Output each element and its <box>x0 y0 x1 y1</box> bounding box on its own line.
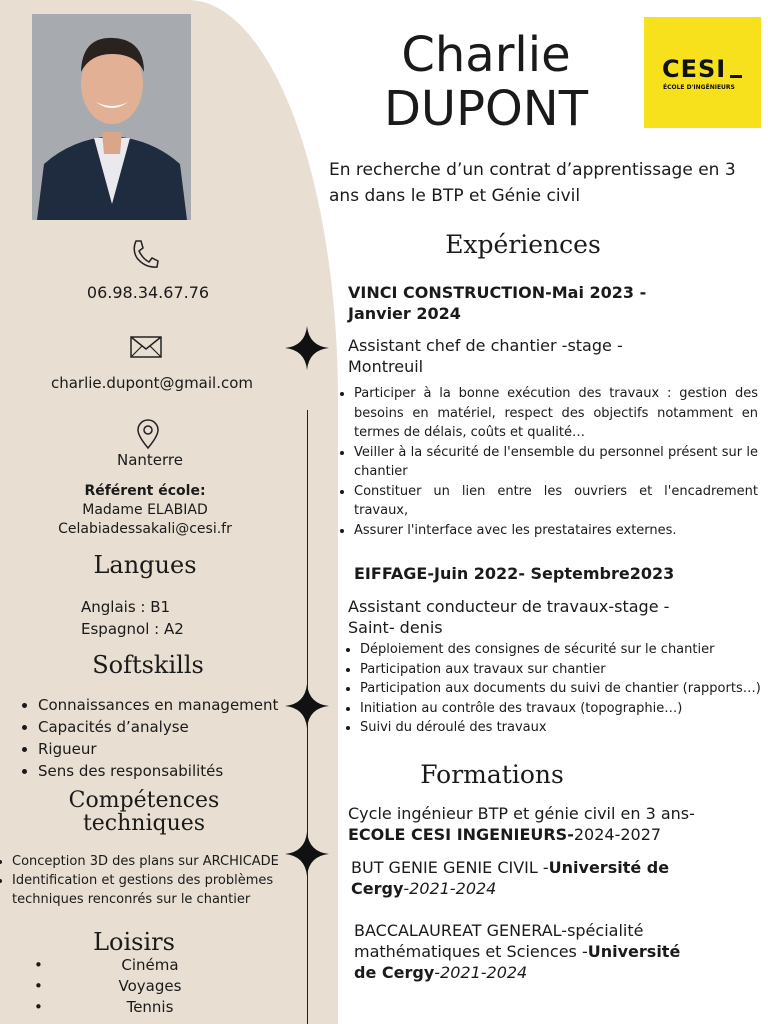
softskill-item: • Rigueur <box>38 738 323 760</box>
task-item: • Déploiement des consignes de sécurité sur le chantier <box>360 640 764 660</box>
portrait-illustration <box>32 14 191 220</box>
formation-item: BACCALAUREAT GENERAL-spécialité mathématiques et Sciences -Université de Cergy-2021-2024 <box>354 921 681 982</box>
task-item: • Constituer un lien entre les ouvriers et l'encadrement travaux, <box>354 482 758 521</box>
competences-title-line1: Compétences <box>68 788 220 813</box>
language-item: Espagnol : A2 <box>81 620 184 638</box>
task-item: • Suivi du déroulé des travaux <box>360 718 764 738</box>
softskill-item: • Connaissances en management <box>38 694 323 716</box>
competences-title <box>0 789 288 835</box>
city: Nanterre <box>117 451 183 469</box>
job-tasks-list <box>342 640 764 738</box>
first-name: Charlie <box>401 27 571 83</box>
profile-photo <box>32 14 191 220</box>
mail-icon <box>130 336 162 358</box>
task-item: • Veiller à la sécurité de l'ensemble du personnel présent sur le chantier <box>354 443 758 482</box>
referent-label: Référent école: <box>84 483 206 499</box>
job-company: EIFFAGE-Juin 2022- Septembre2023 <box>354 564 675 583</box>
objective-text: En recherche d’un contrat d’apprentissage en 3 ans dans le BTP et Génie civil <box>329 160 736 206</box>
cesi-logo <box>644 17 761 128</box>
loisirs-title: Loisirs <box>93 928 175 956</box>
logo-underscore <box>730 75 742 78</box>
language-item: Anglais : B1 <box>81 598 171 616</box>
softskills-title: Softskills <box>92 651 204 679</box>
job-role: Assistant conducteur de travaux-stage - Saint- denis <box>348 597 670 637</box>
task-item: • Participer à la bonne exécution des travaux : gestion des besoins en matériel, respect des objectifs notamment en termes de délais, coûts et qualité… <box>354 384 758 443</box>
task-item: • Participation aux travaux sur chantier <box>360 660 764 680</box>
sparkle-star-icon <box>285 832 329 876</box>
formation-item: BUT GENIE GENIE CIVIL -Université de Cergy-2021-2024 <box>351 858 670 898</box>
loisirs-list <box>30 955 270 1018</box>
sparkle-star-icon <box>285 326 329 370</box>
task-item: • Initiation au contrôle des travaux (topographie…) <box>360 699 764 719</box>
name-block <box>358 28 614 136</box>
competences-list <box>0 852 317 909</box>
job-company: VINCI CONSTRUCTION-Mai 2023 - Janvier 2024 <box>348 283 647 323</box>
formation-item: Cycle ingénieur BTP et génie civil en 3 ans- ECOLE CESI INGENIEURS-2024-2027 <box>348 804 695 844</box>
softskills-list <box>20 694 323 782</box>
phone-icon <box>130 238 160 270</box>
formations-title: Formations <box>420 760 564 789</box>
softskill-item: • Capacités d’analyse <box>38 716 323 738</box>
location-pin-icon <box>136 419 160 449</box>
task-item: • Participation aux documents du suivi de chantier (rapports…) <box>360 679 764 699</box>
referent-email: Celabiadessakali@cesi.fr <box>58 521 232 537</box>
school-referent <box>0 482 290 539</box>
last-name: DUPONT <box>383 81 589 137</box>
loisir-item: • Voyages <box>34 977 182 995</box>
loisir-item: • Cinéma <box>34 956 179 974</box>
phone-number: 06.98.34.67.76 <box>86 283 210 302</box>
loisir-item: • Tennis <box>34 998 174 1016</box>
competences-title-line2: techniques <box>82 811 206 836</box>
referent-name: Madame ELABIAD <box>82 502 208 518</box>
job-role: Assistant chef de chantier -stage - Montreuil <box>348 336 623 376</box>
competence-item: • Conception 3D des plans sur ARCHICADE <box>12 852 317 871</box>
langues-title: Langues <box>93 551 197 579</box>
logo-brand: CESI <box>662 55 727 83</box>
email-address: charlie.dupont@gmail.com <box>50 374 254 392</box>
experiences-title: Expériences <box>445 230 601 259</box>
competence-item: • Identification et gestions des problèmes techniques renconrés sur le chantier <box>12 871 317 909</box>
sparkle-star-icon <box>285 684 329 728</box>
job-tasks-list <box>336 384 758 540</box>
langues-list <box>81 596 184 640</box>
softskill-item: • Sens des responsabilités <box>38 760 323 782</box>
task-item: • Assurer l'interface avec les prestataires externes. <box>354 521 758 541</box>
logo-subtitle: ÉCOLE D'INGÉNIEURS <box>663 84 735 91</box>
